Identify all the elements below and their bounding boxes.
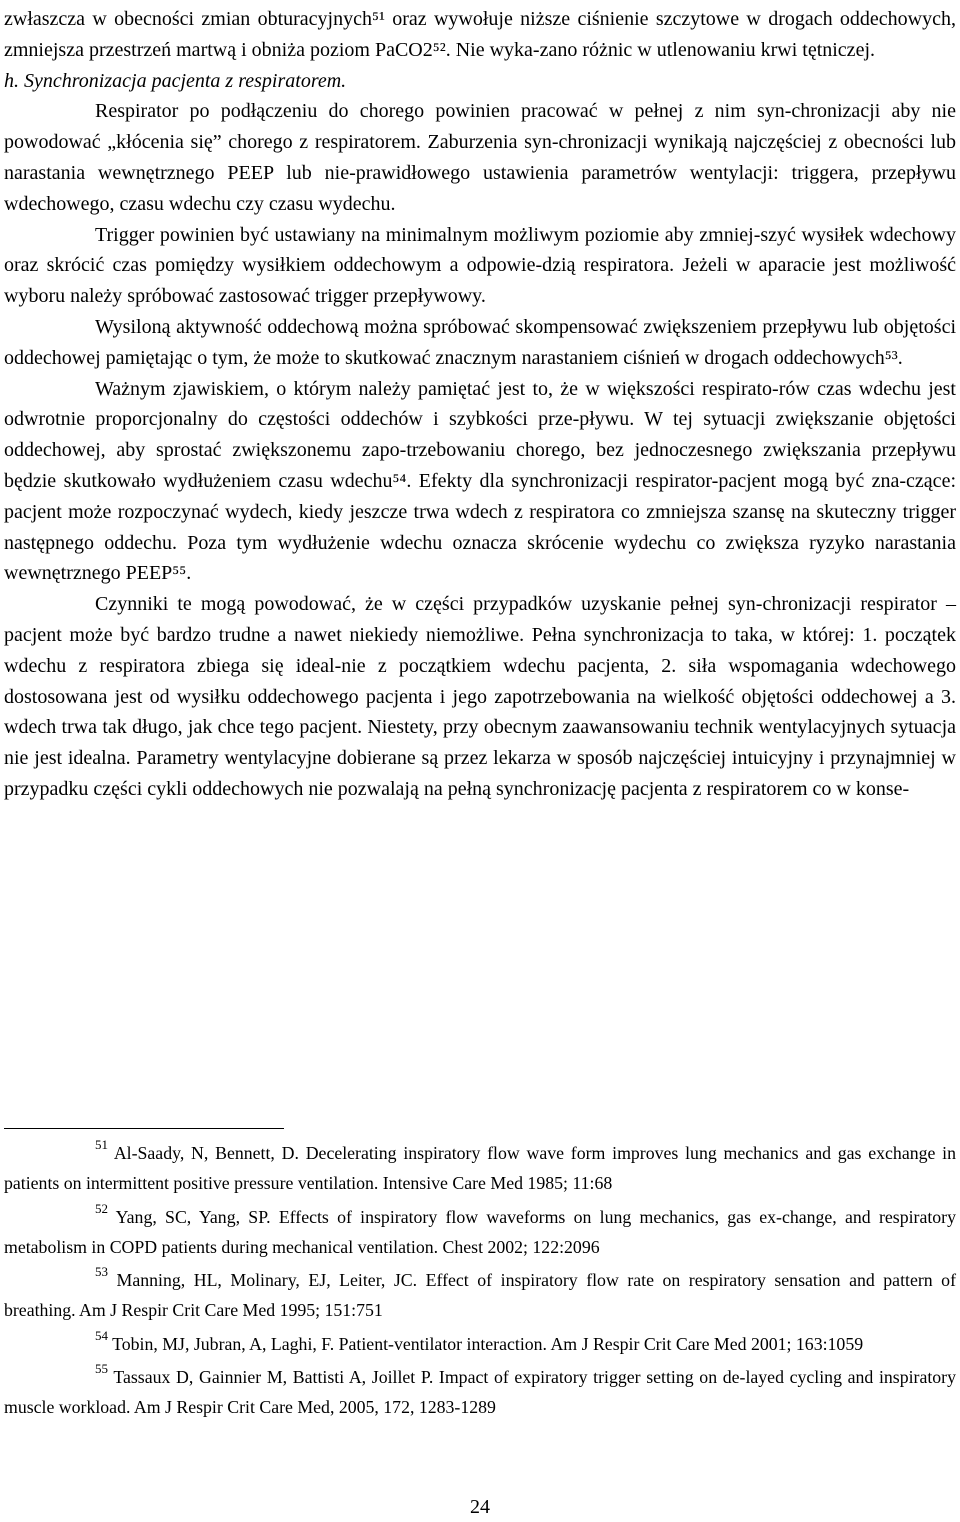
section-heading: h. Synchronizacja pacjenta z respiratorem. <box>4 69 347 92</box>
footnote-number: 55 <box>95 1361 108 1377</box>
footnote-text: Tassaux D, Gainnier M, Battisti A, Joillet P. Impact of expiratory trigger setting on de-layed cycling and inspiratory muscle workload. Am J Respir Crit Care Med, 2005, 172, 1283-1289 <box>4 1367 956 1418</box>
footnote-text: Manning, HL, Molinary, EJ, Leiter, JC. Effect of inspiratory flow rate on respiratory sensation and pattern of breathing. Am J Respir Crit Care Med 1995; 151:751 <box>4 1270 956 1321</box>
footnote-number: 52 <box>95 1200 108 1216</box>
footnote-text: Al-Saady, N, Bennett, D. Decelerating inspiratory flow wave form improves lung mechanics and gas exchange in patients on intermittent positive pressure ventilation. Intensive Care Med 1985; 11:68 <box>4 1143 957 1194</box>
footnote-number: 54 <box>95 1327 108 1343</box>
footnote <box>4 1265 956 1326</box>
footnote <box>4 1329 956 1359</box>
footnote <box>4 1362 956 1423</box>
paragraph: zwłaszcza w obecności zmian obturacyjnych⁵¹ oraz wywołuje niższe ciśnienie szczytowe w drogach oddechowych, zmniejsza przestrzeń martwą i obniża poziom PaCO2⁵². Nie wyka-zano różnic w utlenowaniu krwi tętniczej. <box>4 8 956 61</box>
footnote-text: Yang, SC, Yang, SP. Effects of inspiratory flow waveforms on lung mechanics, gas ex-change, and respiratory metabolism in COPD patients during mechanical ventilation. Chest 2002; 122:2096 <box>4 1206 956 1257</box>
paragraph: Wysiloną aktywność oddechową można spróbować skompensować zwiększeniem przepływu lub objętości oddechowej pamiętając o tym, że może to skutkować znacznym narastaniem ciśnień w drogach oddechowych⁵³. <box>4 315 956 369</box>
footnote <box>4 1138 956 1199</box>
footnote-number: 51 <box>95 1137 108 1152</box>
footnote-text: Tobin, MJ, Jubran, A, Laghi, F. Patient-ventilator interaction. Am J Respir Crit Care Med 2001; 163:1059 <box>112 1333 864 1354</box>
page-number: 24 <box>470 1496 490 1518</box>
paragraph: Czynniki te mogą powodować, że w części przypadków uzyskanie pełnej syn-chronizacji respirator – pacjent może być bardzo trudne a nawet niekiedy niemożliwe. Pełna synchronizacja to taka, w której: 1. początek wdechu z respiratora zbiega się ideal-nie z początkiem wdechu pacjenta, 2. siła wspomagania wdechowego dostosowana jest od wysiłku oddechowego pacjenta i jego zapotrzebowania na wielkość objętości oddechowej a 3. wdech trwa tak długo, jak chce tego pacjent. Niestety, przy obecnym zaawansowaniu technik wentylacyjnych sytuacja nie jest idealna. Parametry wentylacyjne dobierane są przez lekarza w sposób najczęściej intuicyjny i przynajmniej w przypadku części cykli oddechowych nie pozwalają na pełną synchronizację pacjenta z respiratorem co w konse- <box>4 593 956 800</box>
footnote-separator <box>4 1128 284 1129</box>
footnote <box>4 1202 956 1263</box>
footnote-number: 53 <box>95 1264 108 1280</box>
footnotes <box>4 1138 956 1426</box>
body-text <box>4 4 956 805</box>
paragraph: Ważnym zjawiskiem, o którym należy pamiętać jest to, że w większości respirato-rów czas wdechu jest odwrotnie proporcjonalny do częstości oddechów i szybkości prze-pływu. W tej sytuacji zwiększanie objętości oddechowej, aby sprostać zwiększonemu zapo-trzebowaniu chorego, bez jednoczesnego zwiększania przepływu będzie skutkowało wydłużeniem czasu wdechu⁵⁴. Efekty dla synchronizacji respirator-pacjent mogą być zna-czące: pacjent może rozpoczynać wydech, kiedy jeszcze trwa wdech z respiratora co zmniejsza szansę na skuteczny trigger następnego oddechu. Poza tym wydłużenie wdechu oznacza skrócenie wydechu co zwiększa ryzyko narastania wewnętrznego PEEP⁵⁵. <box>4 377 956 585</box>
paragraph: Respirator po podłączeniu do chorego powinien pracować w pełnej z nim syn-chronizacji aby nie powodować „kłócenia się” chorego z respiratorem. Zaburzenia syn-chronizacji wynikają najczęściej z obecności lub narastania wewnętrznego PEEP lub nie-prawidłowego ustawienia parametrów wentylacji: triggera, przepływu wdechowego, czasu wdechu czy czasu wydechu. <box>4 100 956 215</box>
paragraph: Trigger powinien być ustawiany na minimalnym możliwym poziomie aby zmniej-szyć wysiłek wdechowy oraz skrócić czas pomiędzy wysiłkiem oddechowym a odpowie-dzią respiratora. Jeżeli w aparacie jest możliwość wyboru należy spróbować zastosować trigger przepływowy. <box>4 223 956 308</box>
